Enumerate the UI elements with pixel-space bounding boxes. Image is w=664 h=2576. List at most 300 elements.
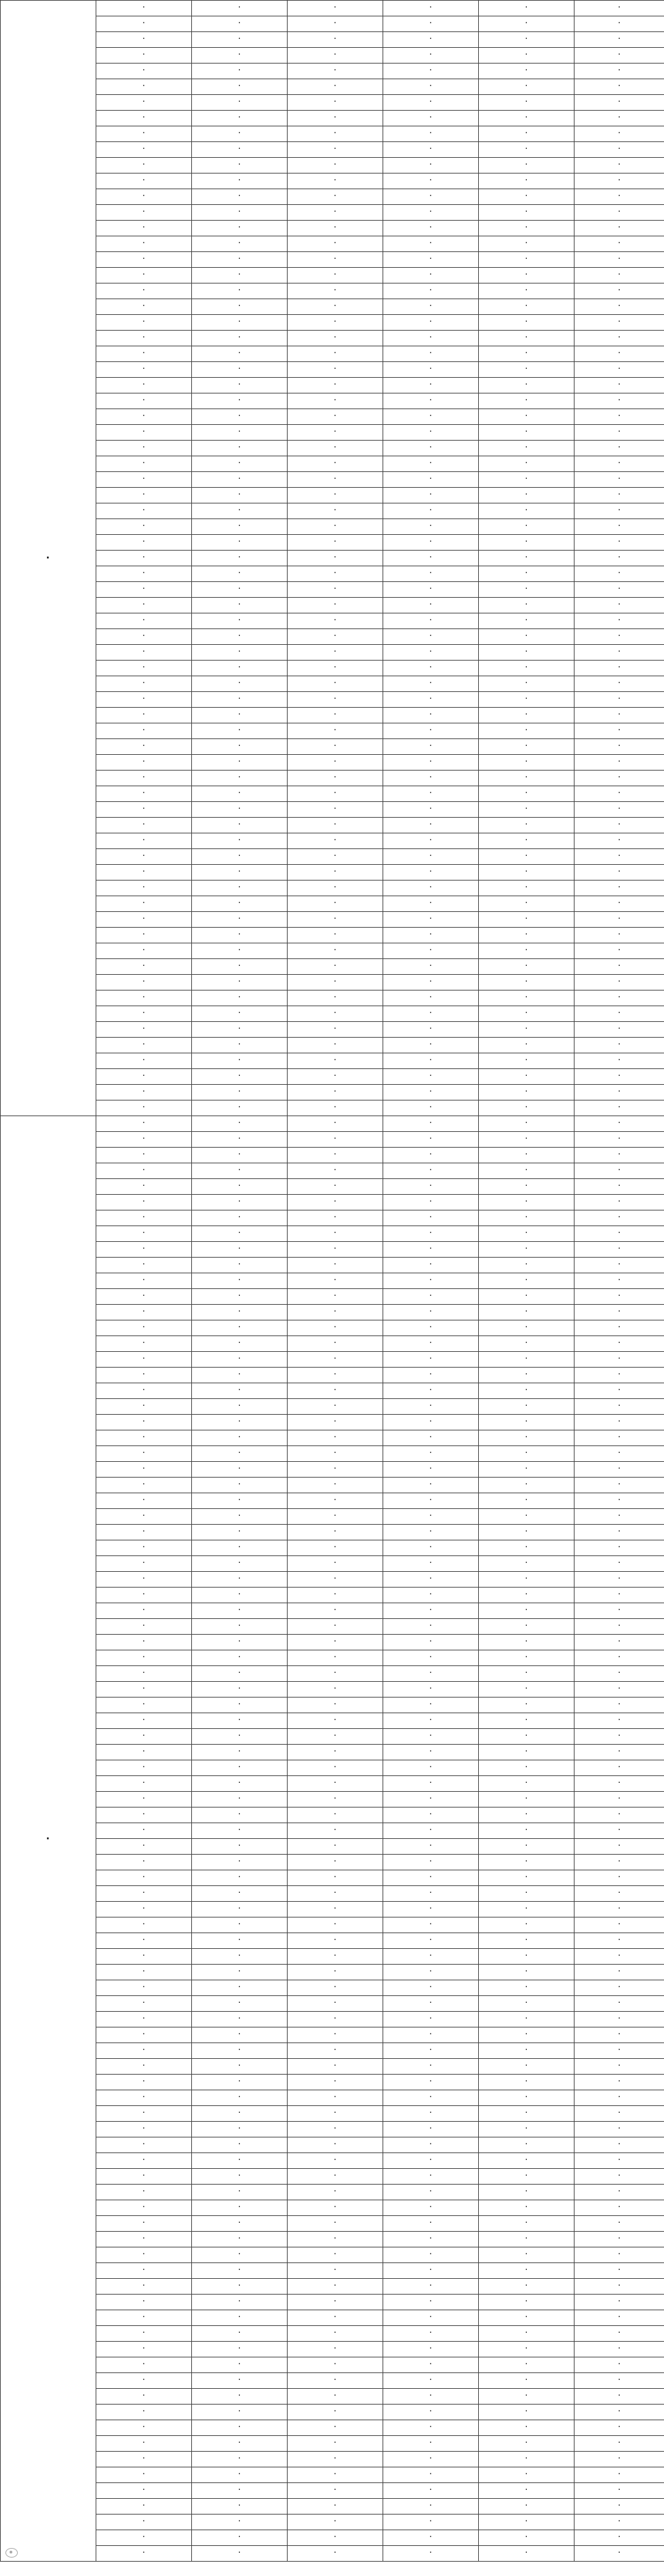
table-cell: ·	[192, 2153, 288, 2169]
table-cell: ·	[383, 456, 479, 472]
table-cell: ·	[192, 2483, 288, 2499]
table-cell: ·	[288, 2043, 383, 2059]
table-cell: ·	[96, 299, 192, 315]
table-cell: ·	[383, 2090, 479, 2106]
table-row	[1, 833, 664, 849]
table-row	[1, 991, 664, 1006]
table-cell: ·	[575, 488, 664, 503]
table-cell: ·	[192, 1980, 288, 1996]
table-cell: ·	[383, 566, 479, 582]
table-cell: ·	[96, 1242, 192, 1258]
table-cell: ·	[575, 928, 664, 943]
table-cell: ·	[288, 1022, 383, 1038]
table-cell: ·	[192, 1650, 288, 1666]
table-row	[1, 1006, 664, 1022]
table-cell: ·	[192, 1226, 288, 1242]
table-cell: ·	[383, 1289, 479, 1305]
table-cell: ·	[383, 2342, 479, 2357]
table-row	[1, 1132, 664, 1148]
table-cell: ·	[96, 1540, 192, 1556]
table-row	[1, 755, 664, 771]
table-cell: ·	[479, 299, 575, 315]
table-cell: ·	[96, 79, 192, 95]
table-cell: ·	[192, 456, 288, 472]
table-cell: ·	[383, 582, 479, 598]
table-cell: ·	[383, 1132, 479, 1148]
table-cell: ·	[575, 1210, 664, 1226]
table-cell: ·	[288, 79, 383, 95]
table-cell: ·	[383, 1949, 479, 1965]
table-cell: ·	[96, 315, 192, 331]
table-cell: ·	[96, 503, 192, 519]
table-row	[1, 519, 664, 535]
table-cell: ·	[288, 1368, 383, 1383]
table-cell: ·	[192, 613, 288, 629]
table-row	[1, 1148, 664, 1163]
table-cell: ·	[479, 2137, 575, 2153]
table-cell: ·	[479, 739, 575, 755]
table-cell: ·	[96, 755, 192, 771]
table-cell: ·	[479, 2405, 575, 2420]
table-cell: ·	[288, 1478, 383, 1493]
watermark	[5, 2548, 20, 2558]
table-row	[1, 488, 664, 503]
table-cell: ·	[96, 2295, 192, 2310]
table-cell: ·	[479, 1100, 575, 1116]
table-cell: ·	[192, 1603, 288, 1619]
table-cell: ·	[96, 1430, 192, 1446]
table-cell: ·	[479, 1195, 575, 1210]
table-cell: ·	[383, 1588, 479, 1603]
table-cell: ·	[575, 912, 664, 928]
table-cell: ·	[288, 818, 383, 833]
table-cell: ·	[96, 1603, 192, 1619]
table-cell: ·	[479, 2467, 575, 2483]
table-cell: ·	[192, 111, 288, 126]
table-cell: ·	[479, 95, 575, 111]
table-cell: ·	[479, 2027, 575, 2043]
table-cell: ·	[479, 16, 575, 32]
table-cell: ·	[96, 1226, 192, 1242]
table-cell: ·	[288, 1446, 383, 1462]
table-cell: ·	[383, 2310, 479, 2326]
table-cell: ·	[288, 2012, 383, 2027]
table-cell: ·	[288, 1823, 383, 1839]
table-cell: ·	[96, 2326, 192, 2342]
table-cell: ·	[575, 708, 664, 723]
table-cell: ·	[383, 1195, 479, 1210]
table-cell: ·	[288, 1949, 383, 1965]
table-cell: ·	[96, 1446, 192, 1462]
table-cell: ·	[96, 1258, 192, 1273]
table-cell: ·	[383, 723, 479, 739]
table-cell: ·	[192, 1148, 288, 1163]
table-cell: ·	[288, 849, 383, 865]
table-cell: ·	[383, 535, 479, 551]
table-row	[1, 1745, 664, 1760]
table-cell: ·	[383, 1462, 479, 1478]
table-cell: ·	[479, 2279, 575, 2295]
table-cell: ·	[96, 64, 192, 79]
table-cell: ·	[192, 158, 288, 174]
table-cell: ·	[383, 2546, 479, 2562]
table-cell: ·	[288, 661, 383, 676]
table-cell: ·	[288, 2216, 383, 2232]
table-cell: ·	[96, 1902, 192, 1917]
table-cell: ·	[383, 2153, 479, 2169]
table-cell: ·	[479, 1556, 575, 1572]
table-cell: ·	[479, 1132, 575, 1148]
table-cell: ·	[288, 2373, 383, 2389]
table-cell: ·	[288, 1116, 383, 1132]
table-cell: ·	[288, 1, 383, 16]
table-row	[1, 1792, 664, 1808]
table-cell: ·	[479, 1022, 575, 1038]
table-cell: ·	[96, 1289, 192, 1305]
table-row	[1, 818, 664, 833]
table-cell: ·	[192, 1588, 288, 1603]
table-cell: ·	[575, 2090, 664, 2106]
table-cell: ·	[288, 2185, 383, 2200]
table-cell: ·	[479, 2530, 575, 2546]
table-cell: ·	[575, 346, 664, 362]
table-cell: ·	[288, 2452, 383, 2467]
table-cell: ·	[96, 2515, 192, 2530]
table-cell: ·	[575, 95, 664, 111]
table-cell: ·	[96, 1006, 192, 1022]
table-cell: ·	[575, 833, 664, 849]
table-cell: ·	[479, 1383, 575, 1399]
table-cell: ·	[383, 1305, 479, 1320]
table-cell: ·	[479, 1949, 575, 1965]
table-cell: ·	[383, 1006, 479, 1022]
table-row	[1, 1855, 664, 1870]
table-row	[1, 2200, 664, 2216]
table-cell: ·	[192, 2530, 288, 2546]
table-cell: ·	[479, 1540, 575, 1556]
table-cell: ·	[96, 2153, 192, 2169]
table-cell: ·	[575, 2342, 664, 2357]
table-cell: ·	[96, 1729, 192, 1745]
table-cell: ·	[383, 1320, 479, 1336]
table-cell: ·	[383, 2137, 479, 2153]
table-cell: ·	[383, 2185, 479, 2200]
table-row	[1, 881, 664, 896]
table-cell: ·	[575, 1493, 664, 1509]
table-cell: ·	[479, 1179, 575, 1195]
table-cell: ·	[192, 2499, 288, 2515]
table-cell: ·	[575, 723, 664, 739]
table-row	[1, 692, 664, 708]
table-cell: ·	[479, 1399, 575, 1415]
table-cell: ·	[192, 786, 288, 802]
table-cell: ·	[96, 2342, 192, 2357]
table-cell: ·	[192, 1745, 288, 1760]
table-cell: ·	[575, 2216, 664, 2232]
table-cell: ·	[96, 1917, 192, 1933]
table-cell: ·	[96, 2075, 192, 2090]
table-cell: ·	[383, 95, 479, 111]
table-row	[1, 111, 664, 126]
table-cell: ·	[575, 1713, 664, 1729]
table-cell: ·	[192, 503, 288, 519]
table-row	[1, 1949, 664, 1965]
table-cell: ·	[383, 1163, 479, 1179]
table-cell: ·	[383, 331, 479, 346]
table-cell: ·	[575, 1320, 664, 1336]
table-cell: ·	[96, 1210, 192, 1226]
table-cell: ·	[288, 425, 383, 441]
table-row	[1, 2405, 664, 2420]
table-cell: ·	[96, 378, 192, 393]
table-cell: ·	[192, 1336, 288, 1352]
table-cell: ·	[96, 959, 192, 975]
table-cell: ·	[383, 268, 479, 283]
table-cell: ·	[288, 2546, 383, 2562]
table-cell: ·	[96, 2059, 192, 2075]
table-cell: ·	[192, 95, 288, 111]
table-cell: ·	[192, 2342, 288, 2357]
table-cell: ·	[383, 346, 479, 362]
table-cell: ·	[479, 1996, 575, 2012]
table-cell: ·	[575, 441, 664, 456]
table-cell: ·	[288, 943, 383, 959]
table-row	[1, 1446, 664, 1462]
table-cell: ·	[383, 299, 479, 315]
table-cell: ·	[383, 1682, 479, 1698]
table-cell: ·	[575, 142, 664, 158]
table-cell: ·	[192, 346, 288, 362]
table-cell: ·	[192, 1698, 288, 1713]
table-cell: ·	[575, 32, 664, 48]
table-cell: ·	[288, 1556, 383, 1572]
table-cell: ·	[288, 1619, 383, 1635]
table-cell: ·	[288, 1870, 383, 1886]
table-row	[1, 2483, 664, 2499]
table-cell: ·	[383, 64, 479, 79]
table-row	[1, 2263, 664, 2279]
table-row	[1, 1163, 664, 1179]
table-cell: ·	[479, 928, 575, 943]
table-cell: ·	[383, 1148, 479, 1163]
table-cell: ·	[575, 2467, 664, 2483]
table-cell: ·	[479, 865, 575, 881]
table-row	[1, 1650, 664, 1666]
table-cell: ·	[96, 205, 192, 221]
table-cell: ·	[288, 1603, 383, 1619]
table-cell: ·	[192, 519, 288, 535]
table-cell: ·	[288, 315, 383, 331]
table-cell: ·	[192, 221, 288, 236]
table-cell: ·	[479, 1855, 575, 1870]
table-row	[1, 551, 664, 566]
table-cell: ·	[575, 2043, 664, 2059]
table-cell: ·	[479, 2216, 575, 2232]
table-cell: ·	[96, 1053, 192, 1069]
table-cell: ·	[96, 1509, 192, 1525]
table-cell: ·	[479, 1242, 575, 1258]
table-cell: ·	[575, 1195, 664, 1210]
table-cell: ·	[383, 2295, 479, 2310]
table-cell: ·	[575, 16, 664, 32]
table-cell: ·	[96, 1933, 192, 1949]
table-cell: ·	[192, 2420, 288, 2436]
table-cell: ·	[288, 1698, 383, 1713]
table-cell: ·	[575, 2263, 664, 2279]
table-cell: ·	[192, 1792, 288, 1808]
table-cell: ·	[192, 1713, 288, 1729]
table-cell: ·	[575, 1085, 664, 1100]
table-cell: ·	[575, 598, 664, 613]
table-cell: ·	[96, 2122, 192, 2137]
table-row	[1, 236, 664, 252]
table-row	[1, 2530, 664, 2546]
table-cell: ·	[383, 1022, 479, 1038]
table-cell: ·	[575, 755, 664, 771]
table-row	[1, 126, 664, 142]
table-cell: ·	[192, 2106, 288, 2122]
table-row	[1, 582, 664, 598]
table-cell: ·	[96, 1839, 192, 1855]
table-cell: ·	[192, 2405, 288, 2420]
station-name-cell: ·	[1, 1116, 96, 2562]
table-cell: ·	[383, 174, 479, 189]
table-cell: ·	[96, 771, 192, 786]
table-cell: ·	[479, 2326, 575, 2342]
table-cell: ·	[288, 2515, 383, 2530]
table-cell: ·	[479, 252, 575, 268]
table-cell: ·	[479, 2075, 575, 2090]
table-cell: ·	[575, 1666, 664, 1682]
table-cell: ·	[288, 1572, 383, 1588]
table-cell: ·	[479, 409, 575, 425]
table-cell: ·	[288, 174, 383, 189]
table-cell: ·	[192, 331, 288, 346]
table-cell: ·	[383, 2389, 479, 2405]
table-cell: ·	[192, 1917, 288, 1933]
table-cell: ·	[575, 1556, 664, 1572]
table-row	[1, 912, 664, 928]
table-cell: ·	[479, 174, 575, 189]
table-cell: ·	[288, 1195, 383, 1210]
table-cell: ·	[288, 2326, 383, 2342]
table-cell: ·	[575, 1258, 664, 1273]
table-cell: ·	[383, 252, 479, 268]
table-row	[1, 865, 664, 881]
table-cell: ·	[383, 472, 479, 488]
table-row	[1, 2515, 664, 2530]
table-row	[1, 315, 664, 331]
table-row	[1, 959, 664, 975]
table-cell: ·	[192, 1682, 288, 1698]
table-cell: ·	[479, 1478, 575, 1493]
table-row	[1, 1100, 664, 1116]
table-cell: ·	[288, 221, 383, 236]
table-cell: ·	[288, 1713, 383, 1729]
table-cell: ·	[479, 2373, 575, 2389]
table-cell: ·	[192, 2310, 288, 2326]
table-cell: ·	[96, 2012, 192, 2027]
table-cell: ·	[479, 645, 575, 661]
table-cell: ·	[479, 2452, 575, 2467]
table-cell: ·	[96, 2467, 192, 2483]
table-cell: ·	[192, 1368, 288, 1383]
table-cell: ·	[192, 174, 288, 189]
table-cell: ·	[96, 2185, 192, 2200]
table-cell: ·	[383, 2027, 479, 2043]
table-cell: ·	[575, 2027, 664, 2043]
table-cell: ·	[575, 1, 664, 16]
table-row	[1, 2499, 664, 2515]
table-cell: ·	[192, 1289, 288, 1305]
table-cell: ·	[288, 2122, 383, 2137]
table-cell: ·	[288, 1996, 383, 2012]
table-cell: ·	[383, 661, 479, 676]
table-cell: ·	[288, 48, 383, 64]
table-cell: ·	[575, 849, 664, 865]
table-cell: ·	[479, 1352, 575, 1368]
table-row	[1, 1258, 664, 1273]
table-row	[1, 1289, 664, 1305]
table-cell: ·	[288, 1729, 383, 1745]
table-cell: ·	[479, 205, 575, 221]
table-cell: ·	[192, 1352, 288, 1368]
table-cell: ·	[479, 723, 575, 739]
table-cell: ·	[575, 1053, 664, 1069]
table-cell: ·	[288, 2059, 383, 2075]
table-cell: ·	[96, 126, 192, 142]
table-cell: ·	[383, 205, 479, 221]
table-cell: ·	[383, 1509, 479, 1525]
table-cell: ·	[96, 95, 192, 111]
table-cell: ·	[96, 48, 192, 64]
table-cell: ·	[96, 221, 192, 236]
table-cell: ·	[479, 582, 575, 598]
table-cell: ·	[575, 362, 664, 378]
table-row	[1, 2326, 664, 2342]
table-cell: ·	[383, 802, 479, 818]
table-cell: ·	[96, 2090, 192, 2106]
table-cell: ·	[192, 2515, 288, 2530]
table-cell: ·	[288, 1855, 383, 1870]
table-cell: ·	[96, 2373, 192, 2389]
table-cell: ·	[96, 629, 192, 645]
table-cell: ·	[192, 2137, 288, 2153]
table-row	[1, 48, 664, 64]
table-cell: ·	[192, 362, 288, 378]
table-cell: ·	[575, 393, 664, 409]
table-cell: ·	[575, 1933, 664, 1949]
table-cell: ·	[383, 2263, 479, 2279]
table-cell: ·	[575, 582, 664, 598]
table-cell: ·	[479, 393, 575, 409]
table-cell: ·	[288, 142, 383, 158]
table-cell: ·	[575, 2247, 664, 2263]
table-row	[1, 1776, 664, 1792]
table-cell: ·	[575, 1650, 664, 1666]
table-cell: ·	[479, 2012, 575, 2027]
table-cell: ·	[479, 283, 575, 299]
table-cell: ·	[96, 928, 192, 943]
table-cell: ·	[288, 786, 383, 802]
table-cell: ·	[575, 1006, 664, 1022]
table-cell: ·	[192, 1776, 288, 1792]
table-cell: ·	[383, 1069, 479, 1085]
table-cell: ·	[96, 1368, 192, 1383]
table-cell: ·	[96, 645, 192, 661]
table-row	[1, 2467, 664, 2483]
table-cell: ·	[383, 362, 479, 378]
